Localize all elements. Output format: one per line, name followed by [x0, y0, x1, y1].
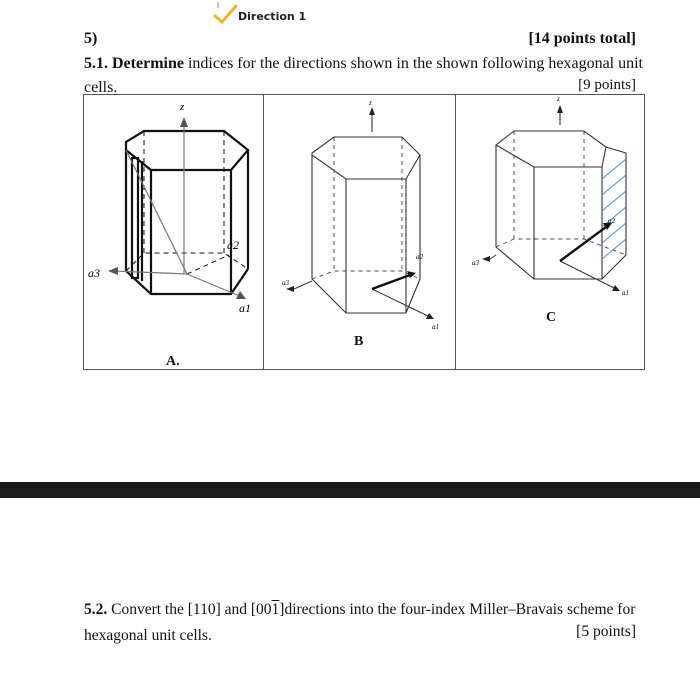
axis-a2-label: a2 [416, 253, 423, 261]
figure-c-label: C [546, 310, 557, 325]
part1-lead: Determine [112, 55, 184, 72]
axis-z-label: z [369, 99, 372, 107]
axis-a3-label: a3 [282, 279, 289, 287]
axis-a1-label: a1 [432, 323, 439, 331]
direction-tag: Direction 1 [238, 10, 307, 23]
axis-a2-label: a2 [227, 238, 239, 252]
axis-z-label: z [557, 95, 560, 103]
question-number: 5) [84, 30, 98, 47]
part2-overline-digit: 1 [271, 601, 280, 618]
question-total-points: [14 points total] [528, 30, 636, 47]
hexagonal-cell-c [456, 95, 644, 369]
part2-text-after: ]directions into the four-index Miller–Bravais scheme for hexagonal unit cells. [84, 601, 636, 644]
part2-number: 5.2. [84, 601, 108, 618]
page-divider-band [0, 482, 700, 498]
hexagonal-cell-b [264, 95, 455, 369]
part1-text: indices for the directions shown in the shown following hexagonal unit cells. [84, 55, 643, 96]
part2-text-before: Convert the [110] and [00 [107, 601, 272, 618]
part2-prompt [84, 597, 654, 649]
part1-prompt [84, 52, 644, 100]
axis-z-label: z [180, 101, 185, 113]
axis-a1-label: a1 [622, 289, 629, 297]
axis-a1-label: a1 [239, 301, 251, 315]
axis-a3-label: a3 [88, 266, 100, 280]
axis-a3-label: a3 [472, 259, 479, 267]
part1-number: 5.1. [84, 55, 108, 72]
checkmark-icon [212, 2, 238, 24]
figure-b-label: B [354, 334, 364, 349]
hexagonal-cell-a [84, 95, 263, 369]
axis-a2-label: a2 [608, 217, 615, 225]
part2-points: [5 points] [576, 623, 636, 640]
figure-a-label: A. [166, 354, 180, 369]
part1-points: [9 points] [578, 77, 636, 93]
